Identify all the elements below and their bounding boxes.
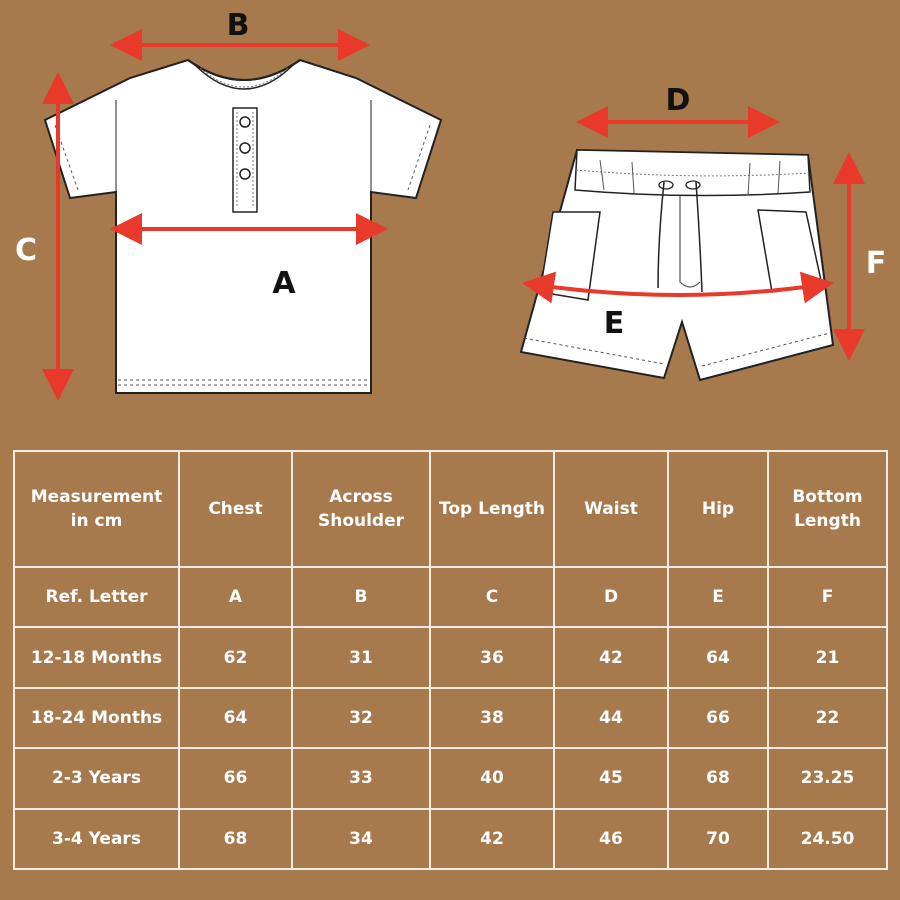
table-cell: B bbox=[292, 567, 430, 627]
button-icon bbox=[240, 117, 250, 127]
row-label-cell: Ref. Letter bbox=[14, 567, 179, 627]
table-cell: 21 bbox=[768, 627, 887, 687]
row-label-cell: 18-24 Months bbox=[14, 688, 179, 748]
label-f: F bbox=[865, 246, 887, 281]
table-cell: 68 bbox=[179, 809, 292, 869]
header-cell: Across Shoulder bbox=[292, 451, 430, 567]
row-label-cell: 3-4 Years bbox=[14, 809, 179, 869]
table-cell: 40 bbox=[430, 748, 554, 808]
table-cell: 42 bbox=[430, 809, 554, 869]
table-cell: 31 bbox=[292, 627, 430, 687]
table-cell: A bbox=[179, 567, 292, 627]
header-cell: Top Length bbox=[430, 451, 554, 567]
button-icon bbox=[240, 143, 250, 153]
size-chart-table bbox=[13, 450, 888, 870]
table-cell: 34 bbox=[292, 809, 430, 869]
shorts-drawing bbox=[521, 150, 833, 380]
table-cell: 64 bbox=[179, 688, 292, 748]
label-e: E bbox=[603, 306, 625, 341]
table-cell: C bbox=[430, 567, 554, 627]
table-cell: 46 bbox=[554, 809, 668, 869]
table-cell: 45 bbox=[554, 748, 668, 808]
table-cell: 66 bbox=[179, 748, 292, 808]
table-row bbox=[14, 567, 887, 627]
tshirt-drawing bbox=[45, 60, 441, 393]
label-d: D bbox=[665, 83, 691, 118]
label-b: B bbox=[226, 8, 250, 43]
table-cell: 22 bbox=[768, 688, 887, 748]
table-cell: 24.50 bbox=[768, 809, 887, 869]
header-cell: Bottom Length bbox=[768, 451, 887, 567]
header-cell: Hip bbox=[668, 451, 768, 567]
table-cell: 44 bbox=[554, 688, 668, 748]
table-cell: E bbox=[668, 567, 768, 627]
table-cell: 42 bbox=[554, 627, 668, 687]
table-cell: D bbox=[554, 567, 668, 627]
table-cell: 70 bbox=[668, 809, 768, 869]
table-cell: 66 bbox=[668, 688, 768, 748]
table-cell: 62 bbox=[179, 627, 292, 687]
table-cell: 23.25 bbox=[768, 748, 887, 808]
table-cell: 38 bbox=[430, 688, 554, 748]
header-cell: Waist bbox=[554, 451, 668, 567]
table-cell: 33 bbox=[292, 748, 430, 808]
header-cell: Measurement in cm bbox=[14, 451, 179, 567]
label-c: C bbox=[14, 233, 38, 268]
row-label-cell: 12-18 Months bbox=[14, 627, 179, 687]
label-a: A bbox=[272, 266, 296, 301]
button-icon bbox=[240, 169, 250, 179]
garment-diagram bbox=[0, 0, 900, 430]
table-cell: 68 bbox=[668, 748, 768, 808]
header-cell: Chest bbox=[179, 451, 292, 567]
table-row bbox=[14, 688, 887, 748]
row-label-cell: 2-3 Years bbox=[14, 748, 179, 808]
table-row bbox=[14, 627, 887, 687]
table-cell: F bbox=[768, 567, 887, 627]
table-row bbox=[14, 809, 887, 869]
table-cell: 64 bbox=[668, 627, 768, 687]
table-cell: 36 bbox=[430, 627, 554, 687]
table-header-row bbox=[14, 451, 887, 567]
table-row bbox=[14, 748, 887, 808]
table-cell: 32 bbox=[292, 688, 430, 748]
